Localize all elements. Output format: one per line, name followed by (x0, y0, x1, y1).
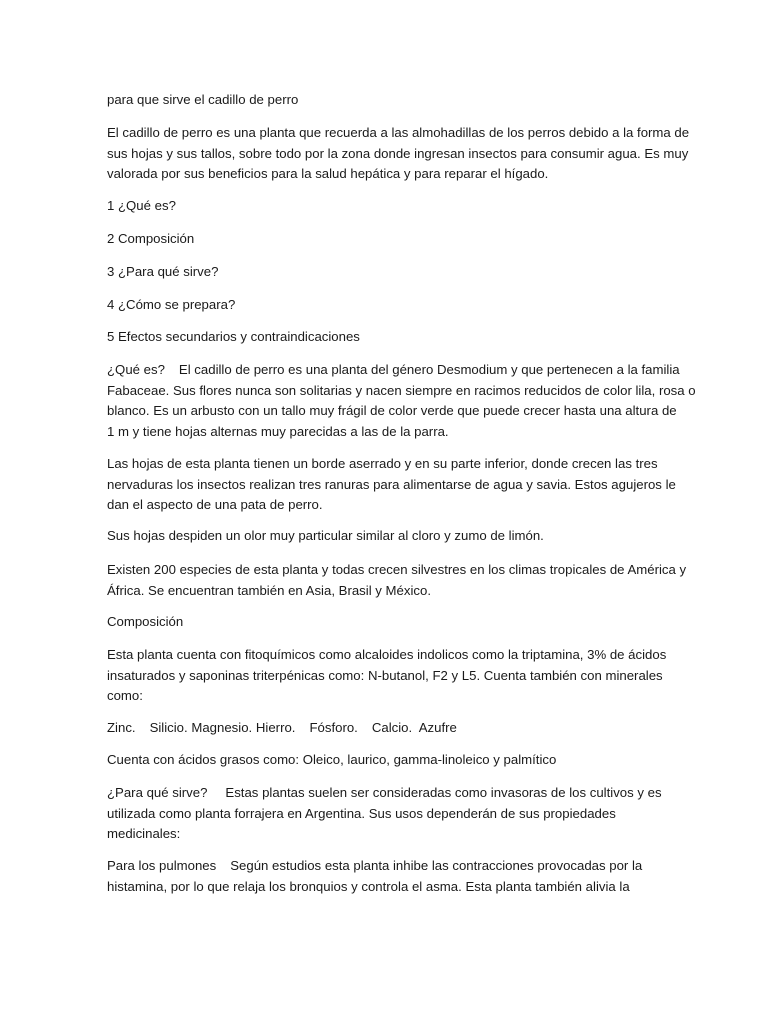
pulmones-first-line (107, 856, 667, 877)
intro-line: sus hojas y sus tallos, sobre todo por la zona donde ingresan insectos para consumir agua. Es muy (107, 145, 689, 161)
minerales-line (107, 718, 667, 739)
toc-item-text: 1 ¿Qué es? (107, 198, 176, 213)
para-que-sirve-heading: ¿Para qué sirve? (107, 785, 208, 800)
mineral-item: Fósforo. (309, 720, 358, 735)
que-es-paragraph (107, 360, 696, 442)
acidos-line: Cuenta con ácidos grasos como: Oleico, laurico, gamma-linoleico y palmítico (107, 752, 557, 767)
toc-item-text: 2 Composición (107, 231, 195, 246)
mineral-item: Magnesio. (191, 720, 253, 735)
que-es-line: 1 m y tiene hojas alternas muy parecidas a las de la parra. (107, 423, 449, 439)
intro-line: valorada por sus beneficios para la salud hepática y para reparar el hígado. (107, 166, 549, 181)
que-es-line: Fabaceae. Sus flores nunca son solitarias y nacen siempre en racimos reducidos de color lila, rosa o (107, 382, 696, 398)
toc-item-text: 5 Efectos secundarios y contraindicaciones (107, 329, 360, 344)
que-es-line: blanco. Es un arbusto con un tallo muy frágil de color verde que puede crecer hasta una altura de (107, 403, 677, 418)
pulmones-heading: Para los pulmones (107, 858, 217, 873)
composicion-paragraph (107, 645, 667, 707)
especies-line: África. Se encuentran también en Asia, Brasil y México. (107, 582, 431, 598)
mineral-item: Calcio. (371, 720, 413, 735)
hojas-paragraph (107, 454, 676, 516)
pulmones-line: Según estudios esta planta inhibe las contracciones provocadas por la (230, 858, 643, 873)
toc-item-3 (107, 262, 667, 283)
toc-item-2 (107, 229, 667, 250)
minerales-list (107, 718, 667, 739)
que-es-line: El cadillo de perro es una planta del género Desmodium y que pertenecen a la familia (178, 362, 680, 377)
hojas-line: Las hojas de esta planta tienen un borde aserrado y en su parte inferior, donde crecen las tres (107, 456, 658, 471)
mineral-item: Azufre (418, 720, 457, 735)
olor-paragraph (107, 526, 667, 547)
composicion-heading-text: Composición (107, 614, 184, 629)
acidos-paragraph (107, 750, 667, 771)
document-title (107, 90, 667, 111)
toc-item-text: 3 ¿Para qué sirve? (107, 264, 219, 279)
title-text: para que sirve el cadillo de perro (107, 92, 299, 107)
composicion-line: Esta planta cuenta con fitoquímicos como alcaloides indolicos como la triptamina, 3% de ácidos (107, 647, 667, 662)
para-que-sirve-first-line (107, 783, 667, 804)
hojas-line: nervaduras los insectos realizan tres ranuras para alimentarse de agua y savia. Estos agujeros le (107, 476, 676, 492)
para-que-sirve-line: medicinales: (107, 826, 181, 841)
pulmones-line: histamina, por lo que relaja los bronquios y controla el asma. Esta planta también alivia la (107, 878, 630, 894)
mineral-item: Silicio. (149, 720, 188, 735)
intro-line: El cadillo de perro es una planta que recuerda a las almohadillas de los perros debido a la forma de (107, 125, 690, 140)
mineral-item: Zinc. (107, 720, 136, 735)
hojas-line: dan el aspecto de una pata de perro. (107, 497, 323, 512)
especies-paragraph (107, 560, 687, 601)
toc-item-1 (107, 196, 667, 217)
para-que-sirve-paragraph (107, 783, 667, 845)
toc-item-text: 4 ¿Cómo se prepara? (107, 297, 236, 312)
pulmones-paragraph (107, 856, 667, 897)
especies-line: Existen 200 especies de esta planta y todas crecen silvestres en los climas tropicales de América y (107, 562, 687, 577)
composicion-line: como: (107, 688, 143, 703)
toc-item-4 (107, 295, 667, 316)
que-es-first-line (107, 360, 680, 381)
toc-item-5 (107, 327, 667, 348)
composicion-heading (107, 612, 667, 633)
para-que-sirve-line: Estas plantas suelen ser consideradas como invasoras de los cultivos y es (225, 785, 662, 800)
que-es-heading: ¿Qué es? (107, 362, 165, 377)
para-que-sirve-line: utilizada como planta forrajera en Argentina. Sus usos dependerán de sus propiedades (107, 805, 616, 821)
mineral-item: Hierro. (255, 720, 296, 735)
olor-line: Sus hojas despiden un olor muy particular similar al cloro y zumo de limón. (107, 528, 544, 543)
intro-paragraph (107, 123, 690, 185)
composicion-line: insaturados y saponinas triterpénicas como: N-butanol, F2 y L5. Cuenta también con minerales (107, 667, 663, 683)
